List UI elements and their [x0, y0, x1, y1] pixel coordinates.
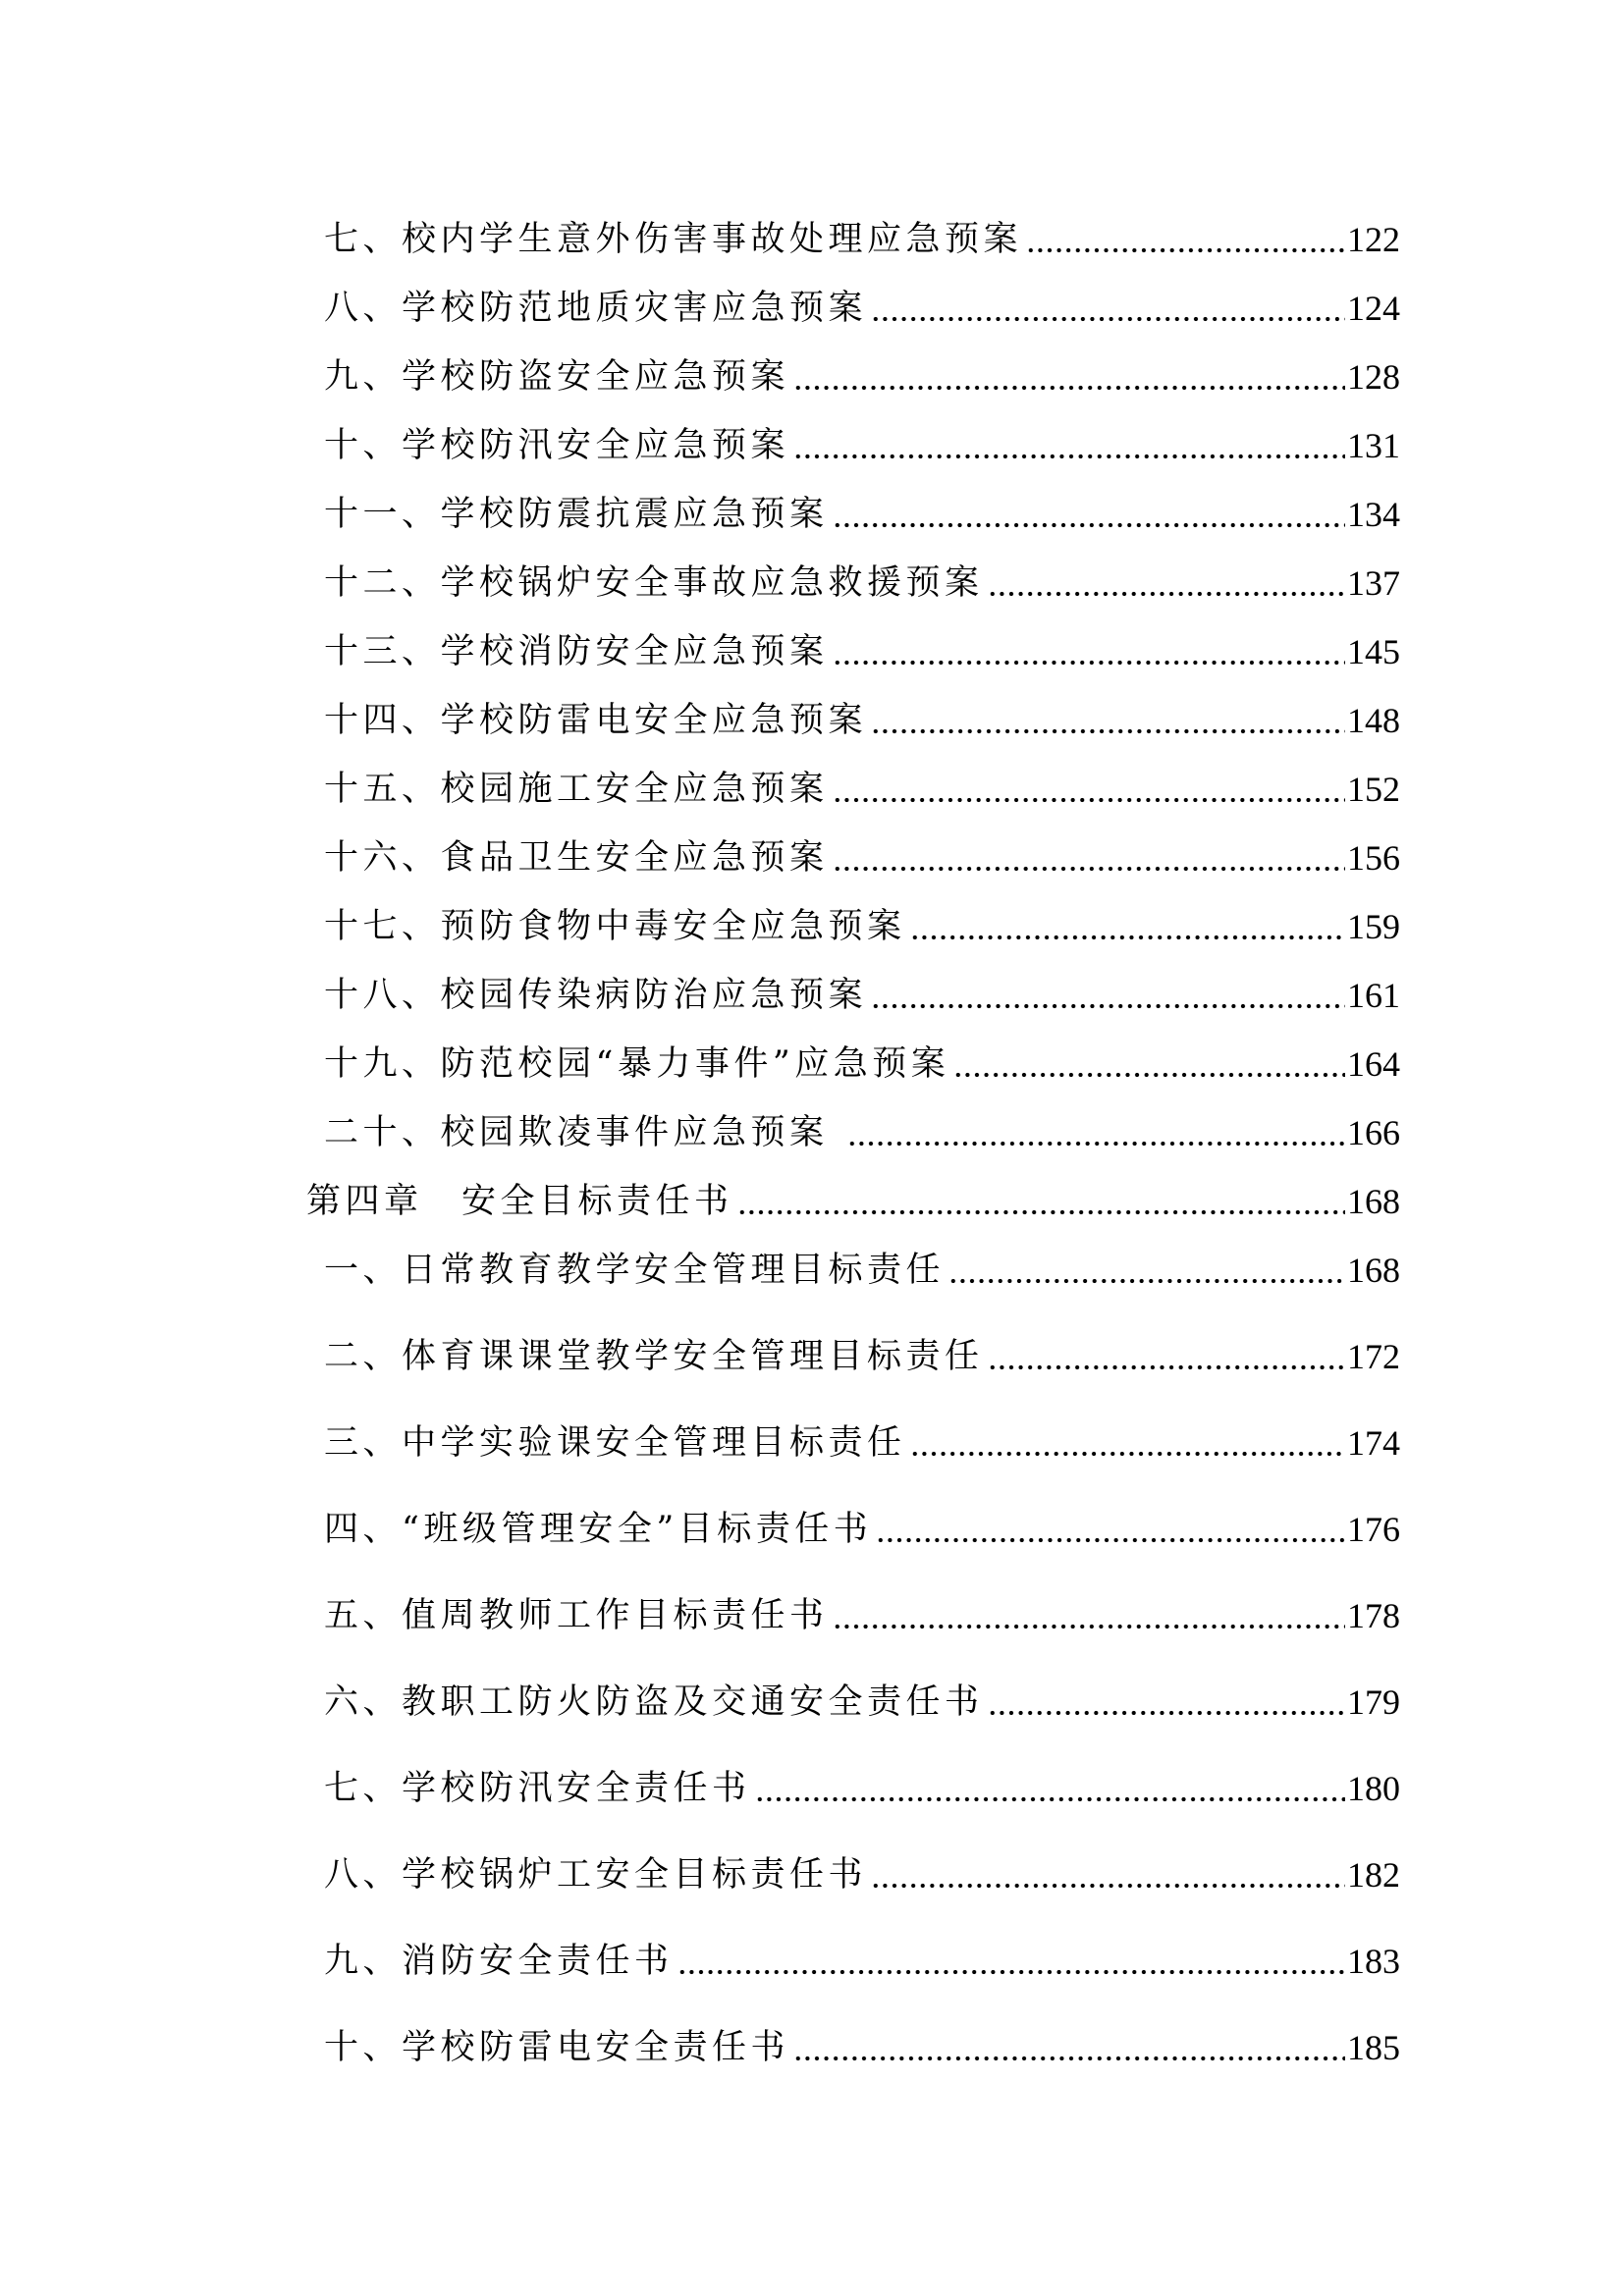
- toc-entry-title: 七、校内学生意外伤害事故处理应急预案: [324, 220, 1023, 259]
- toc-entry-page: 180: [1347, 1769, 1400, 1808]
- toc-entry-title: 十三、学校消防安全应急预案: [324, 632, 829, 671]
- toc-dot-leader: [948, 1244, 1345, 1297]
- toc-dot-leader: [953, 1038, 1345, 1091]
- toc-entry: [324, 694, 1400, 747]
- toc-entry-title: 十、学校防汛安全应急预案: [324, 426, 790, 465]
- toc-entry: [324, 1416, 1400, 1469]
- toc-entry-title: 一、日常教育教学安全管理目标责任: [324, 1251, 946, 1290]
- toc-entry: [324, 831, 1400, 884]
- toc-entry: [324, 1935, 1400, 1988]
- toc-entry-title: 二、体育课课堂教学安全管理目标责任: [324, 1337, 984, 1376]
- toc-dot-leader: [833, 625, 1345, 678]
- toc-dot-leader: [988, 1676, 1345, 1729]
- toc-dot-leader: [755, 1762, 1345, 1815]
- toc-entry-page: 168: [1347, 1182, 1400, 1221]
- toc-entry-page: 166: [1347, 1113, 1400, 1152]
- toc-entry-page: 134: [1347, 495, 1400, 534]
- toc-dot-leader: [988, 557, 1345, 610]
- toc-entry: [324, 969, 1400, 1022]
- toc-entry-page: 124: [1347, 289, 1400, 328]
- toc-entry-page: 131: [1347, 426, 1400, 465]
- toc-entry-page: 179: [1347, 1682, 1400, 1722]
- toc-entry: [324, 350, 1400, 403]
- toc-entry-title: 七、学校防汛安全责任书: [324, 1769, 751, 1808]
- toc-entry: [324, 1038, 1400, 1091]
- toc-entry: [324, 1676, 1400, 1729]
- toc-entry-page: 168: [1347, 1251, 1400, 1290]
- toc-entry-title: 六、教职工防火防盗及交通安全责任书: [324, 1682, 984, 1722]
- toc-dot-leader: [833, 763, 1345, 816]
- toc-entry-title: 十、学校防雷电安全责任书: [324, 2028, 790, 2067]
- toc-dot-leader: [988, 1330, 1345, 1383]
- toc-entry: [324, 2021, 1400, 2074]
- toc-entry-page: 156: [1347, 838, 1400, 878]
- toc-entry-title: 十一、学校防震抗震应急预案: [324, 495, 829, 534]
- toc-entry-title: 九、消防安全责任书: [324, 1942, 674, 1981]
- toc-entry-title: 五、值周教师工作目标责任书: [324, 1596, 829, 1635]
- toc-entry-page: 145: [1347, 632, 1400, 671]
- toc-entry: [324, 1848, 1400, 1901]
- toc-entry-title: 十九、防范校园“暴力事件”应急预案: [324, 1044, 950, 1084]
- toc-entry-title: 十二、学校锅炉安全事故应急救援预案: [324, 563, 984, 603]
- toc-entry-title: 四、“班级管理安全”目标责任书: [324, 1510, 873, 1549]
- toc-entry-page: 174: [1347, 1423, 1400, 1463]
- toc-entry-title: 十六、食品卫生安全应急预案: [324, 838, 829, 878]
- toc-dot-leader: [910, 1416, 1345, 1469]
- toc-dot-leader: [871, 969, 1345, 1022]
- toc-chapter-heading: [306, 1175, 1400, 1228]
- toc-entry-title: 八、学校防范地质灾害应急预案: [324, 289, 868, 328]
- toc-entry-page: 176: [1347, 1510, 1400, 1549]
- toc-entry: [324, 557, 1400, 610]
- toc-entry: [324, 488, 1400, 541]
- toc-entry: [324, 625, 1400, 678]
- toc-dot-leader: [793, 2021, 1345, 2074]
- toc-entry: [324, 1589, 1400, 1642]
- toc-dot-leader: [871, 694, 1345, 747]
- toc-entry-title: 十五、校园施工安全应急预案: [324, 770, 829, 809]
- toc-entry: [324, 213, 1400, 266]
- toc-dot-leader: [833, 831, 1345, 884]
- toc-entry-title: 二十、校园欺凌事件应急预案: [324, 1113, 844, 1152]
- toc-entry-title: 十七、预防食物中毒安全应急预案: [324, 907, 906, 946]
- toc-entry-page: 182: [1347, 1855, 1400, 1895]
- toc-entry-page: 161: [1347, 976, 1400, 1015]
- toc-entry-page: 172: [1347, 1337, 1400, 1376]
- toc-dot-leader: [910, 900, 1345, 953]
- toc-entry-page: 185: [1347, 2028, 1400, 2067]
- toc-dot-leader: [833, 488, 1345, 541]
- toc-entry: [324, 1330, 1400, 1383]
- toc-entry-page: 148: [1347, 701, 1400, 740]
- toc-entry-page: 164: [1347, 1044, 1400, 1084]
- toc-entry-title: 九、学校防盗安全应急预案: [324, 357, 790, 397]
- toc-entry-page: 122: [1347, 220, 1400, 259]
- toc-dot-leader: [871, 282, 1345, 335]
- toc-entry-page: 183: [1347, 1942, 1400, 1981]
- toc-dot-leader: [677, 1935, 1345, 1988]
- toc-dot-leader: [847, 1106, 1345, 1159]
- toc-dot-leader: [871, 1848, 1345, 1901]
- toc-entry-title: 八、学校锅炉工安全目标责任书: [324, 1855, 868, 1895]
- toc-entry: [324, 1244, 1400, 1297]
- toc-entry-page: 137: [1347, 563, 1400, 603]
- toc-entry-page: 128: [1347, 357, 1400, 397]
- toc-entry-page: 178: [1347, 1596, 1400, 1635]
- toc-entry: [324, 1762, 1400, 1815]
- toc-dot-leader: [793, 350, 1345, 403]
- toc-entry-title: 十四、学校防雷电安全应急预案: [324, 701, 868, 740]
- toc-entry-title: 三、中学实验课安全管理目标责任: [324, 1423, 906, 1463]
- toc-entry: [324, 900, 1400, 953]
- toc-dot-leader: [1026, 213, 1345, 266]
- toc-entry-title: 十八、校园传染病防治应急预案: [324, 976, 868, 1015]
- toc-entry: [324, 1106, 1400, 1159]
- toc-entry: [324, 419, 1400, 472]
- toc-dot-leader: [737, 1175, 1345, 1228]
- toc-entry: [324, 763, 1400, 816]
- toc-entry: [324, 282, 1400, 335]
- toc-dot-leader: [876, 1503, 1345, 1556]
- toc-entry-page: 152: [1347, 770, 1400, 809]
- toc-dot-leader: [793, 419, 1345, 472]
- toc-entry: [324, 1503, 1400, 1556]
- toc-chapter-title: 第四章 安全目标责任书: [306, 1182, 733, 1221]
- toc-dot-leader: [833, 1589, 1345, 1642]
- toc-entry-page: 159: [1347, 907, 1400, 946]
